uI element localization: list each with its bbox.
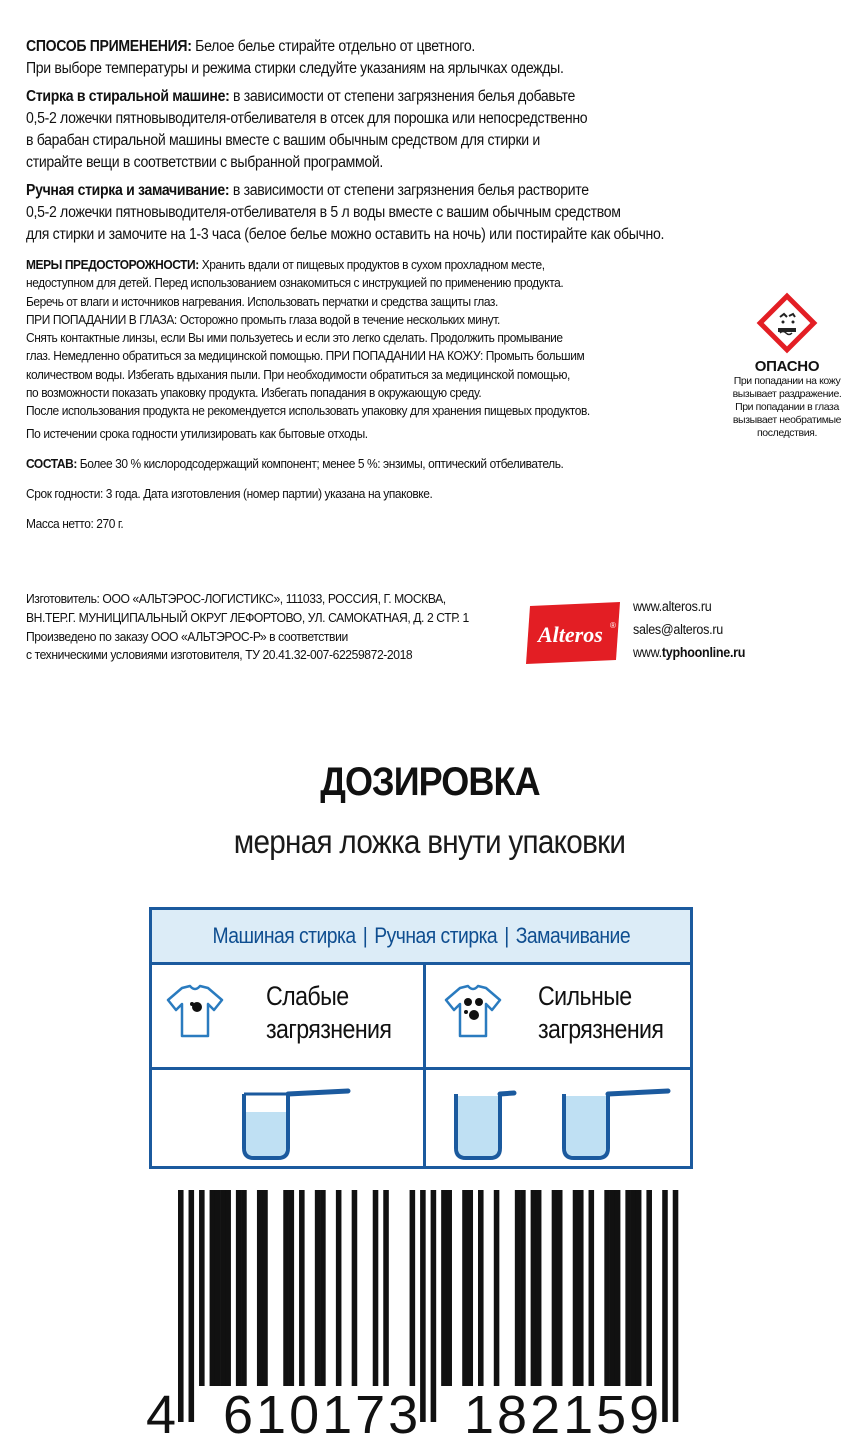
barcode-group-1: 610173: [223, 1385, 422, 1445]
barcode-bar: [220, 1190, 226, 1386]
dosage-table: [149, 907, 693, 1169]
barcode-bar: [610, 1190, 616, 1386]
barcode-bar: [494, 1190, 500, 1386]
precautions-line: недоступном для детей. Перед использованием ознакомиться с инструкцией по применению продукта.: [26, 275, 564, 291]
hand-heading: Ручная стирка и замачивание:: [26, 182, 230, 199]
barcode-bar: [515, 1190, 521, 1386]
precautions-line: глаз. Немедленно обратиться за медицинской помощью. ПРИ ПОПАДАНИИ НА КОЖУ: Промыть большим: [26, 348, 585, 364]
barcode-bar: [225, 1190, 231, 1386]
table-divider: [152, 1067, 690, 1070]
barcode-bar: [536, 1190, 542, 1386]
barcode-bar: [573, 1190, 579, 1386]
header-hand: Ручная стирка: [373, 923, 497, 948]
barcode-bar: [410, 1190, 416, 1386]
machine-line: стирайте вещи в соответствии с выбранной программой.: [26, 154, 383, 171]
barcode-bar: [352, 1190, 358, 1386]
usage-text: Белое белье стирайте отдельно от цветного.: [191, 38, 475, 55]
barcode-bar: [467, 1190, 473, 1386]
composition-heading: СОСТАВ:: [26, 455, 77, 471]
barcode-bar: [631, 1190, 637, 1386]
barcode-bar: [662, 1190, 668, 1422]
precautions-line: ПРИ ПОПАДАНИИ В ГЛАЗА: Осторожно промыть глаза водой в течение нескольких минут.: [26, 311, 500, 327]
precautions-line: Беречь от влаги и источников нагревания. Использовать перчатки и средства защиты глаз.: [26, 293, 498, 309]
measuring-scoop-icon: [556, 1086, 676, 1166]
machine-line: в барабан стиральной машины вместе с вашим обычным средством для стирки и: [26, 132, 540, 149]
composition-paragraph: [26, 455, 817, 473]
barcode-bar: [320, 1190, 326, 1386]
machine-paragraph: [26, 86, 817, 108]
barcode-bar: [189, 1190, 195, 1422]
dosage-subtitle: мерная ложка внути упаковки: [234, 823, 626, 860]
hazard-note: При попадании на кожу вызывает раздражение. При попадании в глаза вызывает необратимые последствия.: [732, 375, 842, 439]
barcode-bar: [215, 1190, 221, 1386]
barcode-bar: [383, 1190, 389, 1386]
barcode-bar: [446, 1190, 452, 1386]
stained-shirt-icon: [164, 982, 226, 1040]
precautions-text: Хранить вдали от пищевых продуктов в сухом прохладном месте,: [198, 257, 545, 272]
barcode: [146, 1190, 678, 1445]
barcode-bar: [478, 1190, 484, 1386]
precautions-line: По истечении срока годности утилизировать как бытовые отходы.: [26, 425, 368, 441]
barcode-bar: [315, 1190, 321, 1386]
barcode-first-digit: 4: [146, 1385, 177, 1445]
measuring-scoop-icon: [448, 1086, 568, 1166]
barcode-bar: [241, 1190, 247, 1386]
barcode-bar: [236, 1190, 242, 1386]
manufacturer-line: Произведено по заказу ООО «АЛЬТЭРОС-Р» в соответствии: [26, 628, 348, 644]
manufacturer-block: [26, 590, 506, 665]
usage-heading: СПОСОБ ПРИМЕНЕНИЯ:: [26, 38, 192, 55]
barcode-bar: [625, 1190, 631, 1386]
weak-label: Слабые загрязнения: [266, 981, 392, 1044]
barcode-bar: [604, 1190, 610, 1386]
usage-paragraph: [26, 36, 817, 58]
hand-line: для стирки и замочите на 1-3 часа (белое белье можно оставить на ночь) или постирайте как обычно.: [26, 226, 665, 243]
barcode-bar: [636, 1190, 642, 1386]
net-mass: Масса нетто: 270 г.: [26, 515, 124, 531]
barcode-group-2: 182159: [464, 1385, 663, 1445]
precautions-line: количеством воды. Избегать вдыхания пыли. При необходимости обратиться за медицинской помощью,: [26, 366, 570, 382]
barcode-bar: [552, 1190, 558, 1386]
alteros-logo: [524, 600, 624, 666]
header-machine: Машиная стирка: [212, 923, 356, 948]
barcode-bar: [289, 1190, 295, 1386]
barcode-bar: [283, 1190, 289, 1386]
manufacturer-line: Изготовитель: ООО «АЛЬТЭРОС-ЛОГИСТИКС», 111033, РОССИЯ, Г. МОСКВА,: [26, 591, 446, 606]
barcode-bar: [210, 1190, 216, 1386]
barcode-bar: [673, 1190, 679, 1422]
manufacturer-line: с техническими условиями изготовителя, ТУ 20.41.32-007-62259872-2018: [26, 647, 413, 663]
hand-line: 0,5-2 ложечки пятновыводителя-отбеливателя в 5 л воды вместе с вашим обычным средством: [26, 204, 621, 221]
precautions-heading: МЕРЫ ПРЕДОСТОРОЖНОСТИ:: [26, 257, 199, 272]
barcode-bar: [262, 1190, 268, 1386]
barcode-bar: [299, 1190, 305, 1386]
hand-paragraph: [26, 180, 817, 202]
barcode-bar: [431, 1190, 437, 1422]
barcode-bar: [646, 1190, 652, 1386]
barcode-bar: [178, 1190, 184, 1422]
dosage-table-header: Машиная стирка | Ручная стирка | Замачивание: [152, 910, 690, 965]
measuring-scoop-icon: [236, 1086, 356, 1166]
contacts-block: [633, 595, 833, 664]
shop-link[interactable]: www.typhoonline.ru: [633, 645, 746, 660]
instructions-block: [26, 36, 816, 533]
precautions-line: Снять контактные линзы, если Вы ими пользуетесь и если это легко сделать. Продолжить промывание: [26, 330, 563, 346]
barcode-bar: [557, 1190, 563, 1386]
barcode-bar: [199, 1190, 205, 1386]
hazard-block: [727, 292, 847, 440]
shelf-life: Срок годности: 3 года. Дата изготовления (номер партии) указана на упаковке.: [26, 486, 433, 502]
hand-text: в зависимости от степени загрязнения белья растворите: [229, 182, 589, 199]
barcode-bar: [257, 1190, 263, 1386]
barcode-bar: [336, 1190, 342, 1386]
precautions-paragraph: [26, 256, 817, 274]
corrosion-hazard-icon: [756, 292, 818, 354]
heavily-stained-shirt-icon: [442, 982, 504, 1040]
barcode-bar: [589, 1190, 595, 1386]
barcode-bar: [578, 1190, 584, 1386]
danger-word: ОПАСНО: [754, 358, 820, 375]
usage-line: При выборе температуры и режима стирки следуйте указаниям на ярлычках одежды.: [26, 60, 564, 77]
email-link[interactable]: sales@alteros.ru: [633, 622, 723, 637]
header-soak: Замачивание: [515, 923, 630, 948]
precautions-line: по возможности показать упаковку продукта. Избегать попадания в окружающую среду.: [26, 385, 482, 401]
barcode-bar: [373, 1190, 379, 1386]
machine-heading: Стирка в стиральной машине:: [26, 88, 230, 105]
strong-label: Сильные загрязнения: [538, 981, 664, 1044]
barcode-bar: [441, 1190, 447, 1386]
svg-text:Alteros: Alteros: [538, 622, 603, 647]
barcode-bar: [615, 1190, 621, 1386]
website-link[interactable]: www.alteros.ru: [633, 599, 712, 614]
composition-text: Более 30 % кислородсодержащий компонент; менее 5 %: энзимы, оптический отбеливатель.: [76, 455, 564, 471]
barcode-bar: [462, 1190, 468, 1386]
machine-text: в зависимости от степени загрязнения белья добавьте: [229, 88, 575, 105]
precautions-line: После использования продукта не рекомендуется использовать упаковку для хранения пищевых продуктов.: [26, 403, 590, 419]
manufacturer-line: ВН.ТЕР.Г. МУНИЦИПАЛЬНЫЙ ОКРУГ ЛЕФОРТОВО, УЛ. САМОКАТНАЯ, Д. 2 СТР. 1: [26, 609, 469, 625]
barcode-bar: [531, 1190, 537, 1386]
svg-text:®: ®: [610, 621, 616, 630]
barcode-bar: [520, 1190, 526, 1386]
dosage-title: ДОЗИРОВКА: [320, 760, 540, 804]
machine-line: 0,5-2 ложечки пятновыводителя-отбеливателя в отсек для порошка или непосредственно: [26, 110, 588, 127]
